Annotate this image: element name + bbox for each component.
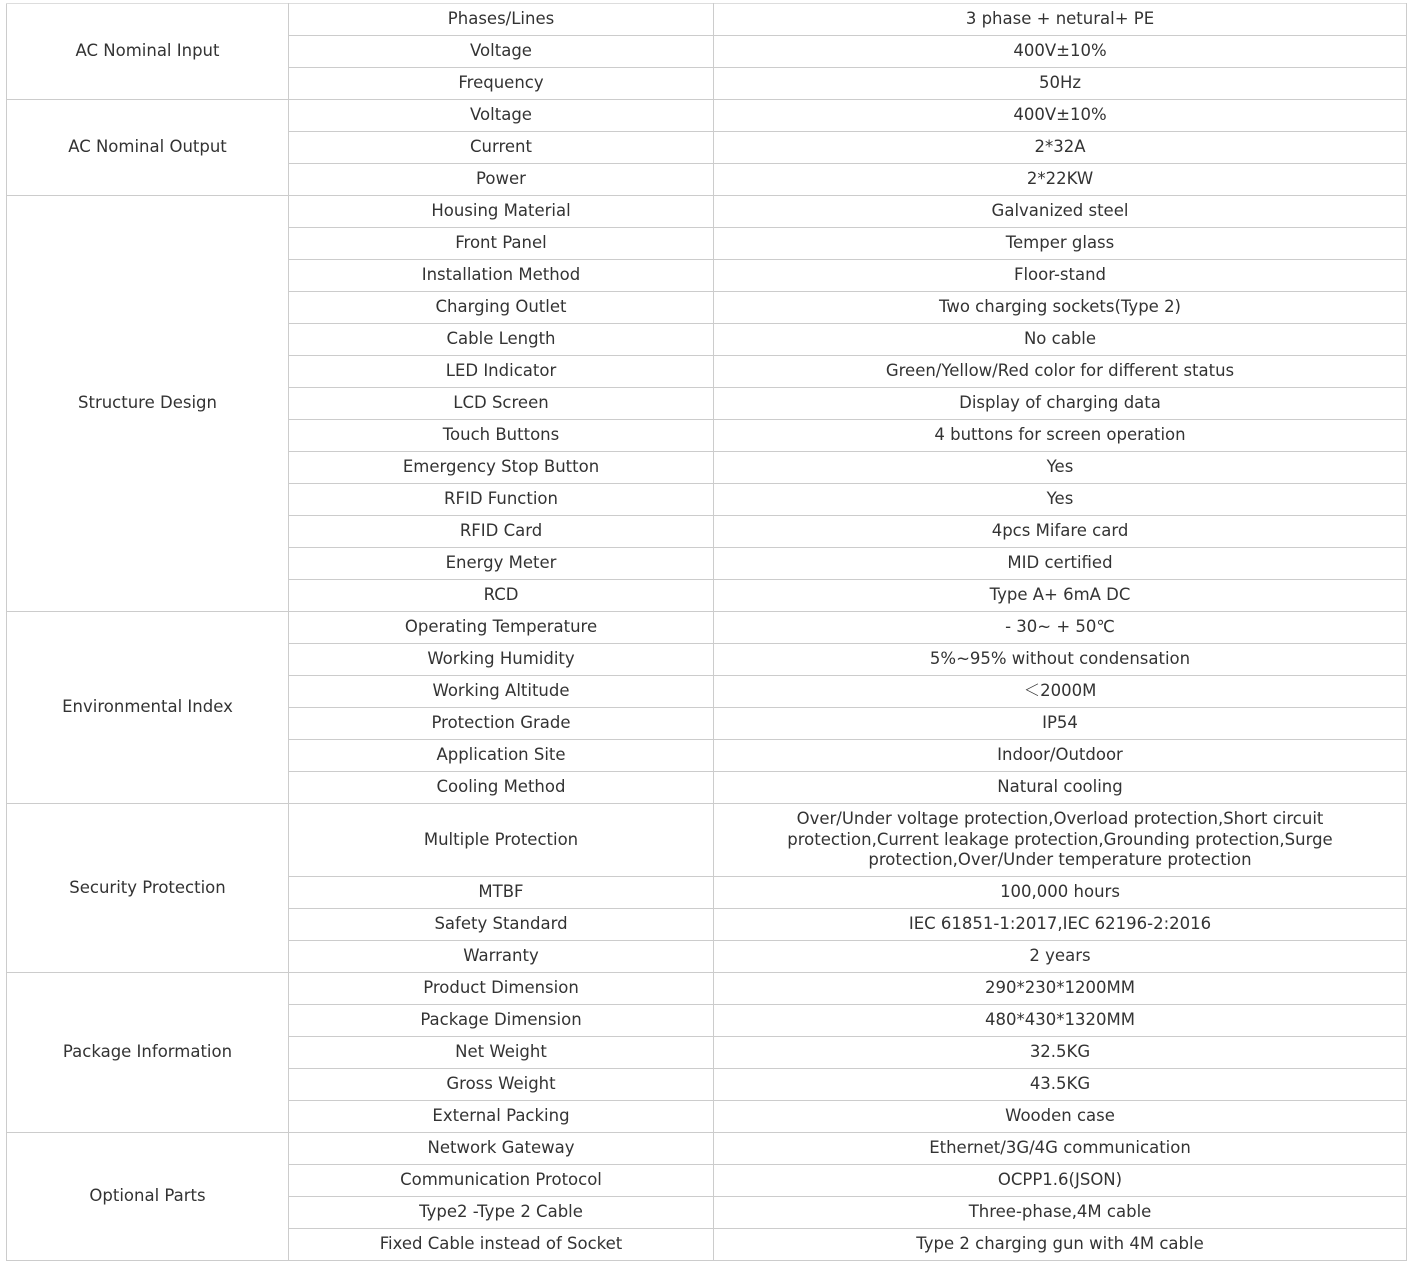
value-cell: - 30~ + 50℃	[714, 612, 1407, 644]
value-cell: Yes	[714, 452, 1407, 484]
parameter-cell: Charging Outlet	[289, 292, 714, 324]
parameter-cell: Phases/Lines	[289, 4, 714, 36]
parameter-cell: LCD Screen	[289, 388, 714, 420]
parameter-cell: Safety Standard	[289, 909, 714, 941]
parameter-cell: Voltage	[289, 36, 714, 68]
value-cell: 480*430*1320MM	[714, 1005, 1407, 1037]
value-cell: Display of charging data	[714, 388, 1407, 420]
value-cell: Two charging sockets(Type 2)	[714, 292, 1407, 324]
table-row	[7, 973, 1407, 1005]
table-row	[7, 804, 1407, 877]
parameter-cell: Warranty	[289, 941, 714, 973]
parameter-cell: RCD	[289, 580, 714, 612]
value-cell: Green/Yellow/Red color for different status	[714, 356, 1407, 388]
value-cell: 400V±10%	[714, 100, 1407, 132]
spec-table-body	[7, 4, 1407, 1261]
category-cell: AC Nominal Input	[7, 4, 289, 100]
value-cell: 400V±10%	[714, 36, 1407, 68]
value-cell: Over/Under voltage protection,Overload protection,Short circuit protection,Current leakage protection,Grounding protection,Surge protection,Over/Under temperature protection	[714, 804, 1407, 877]
value-cell: Temper glass	[714, 228, 1407, 260]
parameter-cell: Working Altitude	[289, 676, 714, 708]
parameter-cell: RFID Function	[289, 484, 714, 516]
table-row	[7, 196, 1407, 228]
category-cell: Security Protection	[7, 804, 289, 973]
parameter-cell: External Packing	[289, 1101, 714, 1133]
value-cell: Type 2 charging gun with 4M cable	[714, 1229, 1407, 1261]
value-cell: 2 years	[714, 941, 1407, 973]
parameter-cell: Power	[289, 164, 714, 196]
parameter-cell: LED Indicator	[289, 356, 714, 388]
category-cell: AC Nominal Output	[7, 100, 289, 196]
table-row	[7, 1133, 1407, 1165]
parameter-cell: Type2 -Type 2 Cable	[289, 1197, 714, 1229]
value-cell: Galvanized steel	[714, 196, 1407, 228]
value-cell: Yes	[714, 484, 1407, 516]
parameter-cell: Communication Protocol	[289, 1165, 714, 1197]
table-row	[7, 100, 1407, 132]
value-cell: Ethernet/3G/4G communication	[714, 1133, 1407, 1165]
value-cell: Three-phase,4M cable	[714, 1197, 1407, 1229]
value-cell: 3 phase + netural+ PE	[714, 4, 1407, 36]
value-cell: 290*230*1200MM	[714, 973, 1407, 1005]
parameter-cell: Fixed Cable instead of Socket	[289, 1229, 714, 1261]
parameter-cell: Front Panel	[289, 228, 714, 260]
category-cell: Structure Design	[7, 196, 289, 612]
parameter-cell: Installation Method	[289, 260, 714, 292]
parameter-cell: Multiple Protection	[289, 804, 714, 877]
parameter-cell: RFID Card	[289, 516, 714, 548]
parameter-cell: Voltage	[289, 100, 714, 132]
parameter-cell: Energy Meter	[289, 548, 714, 580]
parameter-cell: Application Site	[289, 740, 714, 772]
parameter-cell: Cooling Method	[289, 772, 714, 804]
value-cell: OCPP1.6(JSON)	[714, 1165, 1407, 1197]
parameter-cell: Cable Length	[289, 324, 714, 356]
value-cell: Type A+ 6mA DC	[714, 580, 1407, 612]
parameter-cell: Current	[289, 132, 714, 164]
value-cell: 32.5KG	[714, 1037, 1407, 1069]
table-row	[7, 4, 1407, 36]
value-cell: IP54	[714, 708, 1407, 740]
parameter-cell: Frequency	[289, 68, 714, 100]
parameter-cell: Gross Weight	[289, 1069, 714, 1101]
category-cell: Environmental Index	[7, 612, 289, 804]
parameter-cell: Network Gateway	[289, 1133, 714, 1165]
value-cell: Indoor/Outdoor	[714, 740, 1407, 772]
value-cell: 2*22KW	[714, 164, 1407, 196]
value-cell: 5%~95% without condensation	[714, 644, 1407, 676]
value-cell: 2*32A	[714, 132, 1407, 164]
parameter-cell: Touch Buttons	[289, 420, 714, 452]
value-cell: 100,000 hours	[714, 877, 1407, 909]
value-cell: ＜2000M	[714, 676, 1407, 708]
value-cell: 50Hz	[714, 68, 1407, 100]
value-cell: 43.5KG	[714, 1069, 1407, 1101]
parameter-cell: Housing Material	[289, 196, 714, 228]
value-cell: No cable	[714, 324, 1407, 356]
parameter-cell: MTBF	[289, 877, 714, 909]
parameter-cell: Emergency Stop Button	[289, 452, 714, 484]
parameter-cell: Product Dimension	[289, 973, 714, 1005]
parameter-cell: Working Humidity	[289, 644, 714, 676]
parameter-cell: Net Weight	[289, 1037, 714, 1069]
value-cell: 4pcs Mifare card	[714, 516, 1407, 548]
value-cell: IEC 61851-1:2017,IEC 62196-2:2016	[714, 909, 1407, 941]
parameter-cell: Protection Grade	[289, 708, 714, 740]
value-cell: Natural cooling	[714, 772, 1407, 804]
value-cell: MID certified	[714, 548, 1407, 580]
parameter-cell: Package Dimension	[289, 1005, 714, 1037]
value-cell: 4 buttons for screen operation	[714, 420, 1407, 452]
value-cell: Wooden case	[714, 1101, 1407, 1133]
table-row	[7, 612, 1407, 644]
category-cell: Optional Parts	[7, 1133, 289, 1261]
value-cell: Floor-stand	[714, 260, 1407, 292]
spec-table	[6, 3, 1407, 1261]
category-cell: Package Information	[7, 973, 289, 1133]
parameter-cell: Operating Temperature	[289, 612, 714, 644]
